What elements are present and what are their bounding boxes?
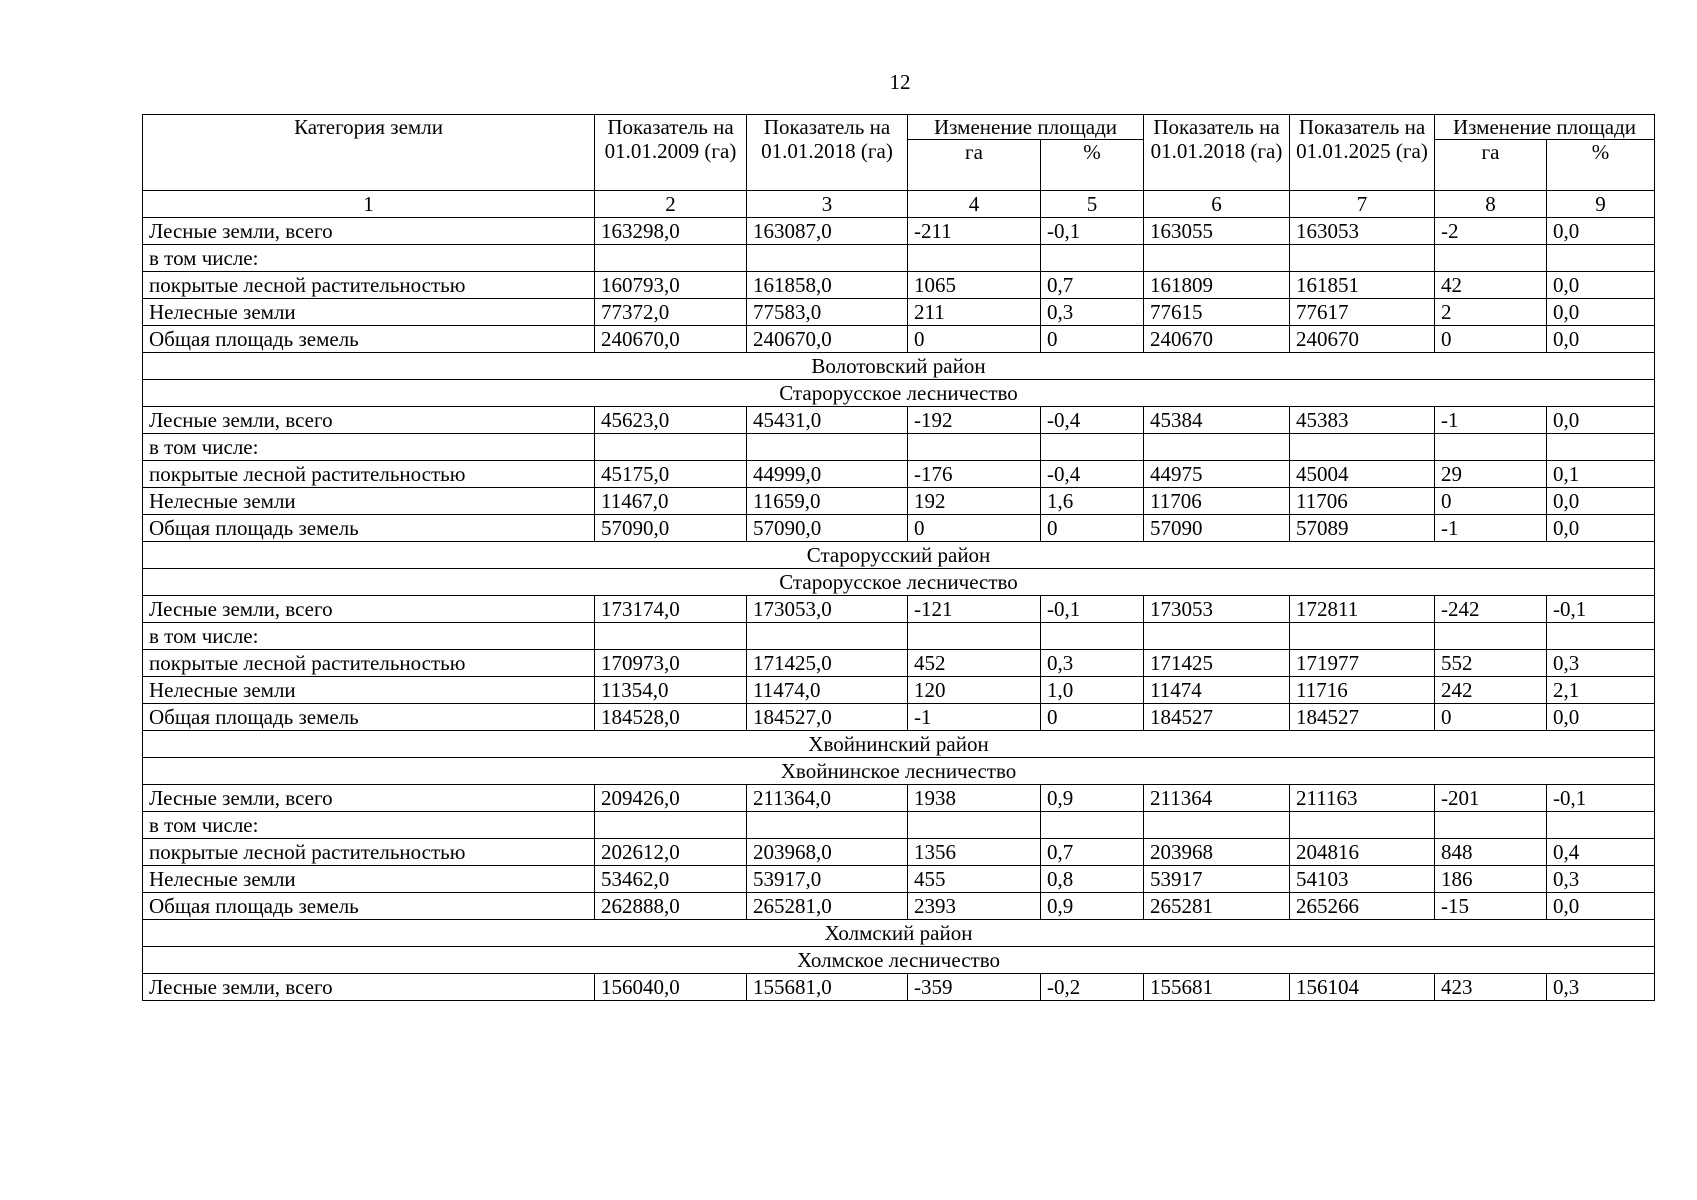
table-row <box>143 218 1655 245</box>
section-row <box>143 380 1655 407</box>
row-value-cell <box>1144 434 1290 461</box>
row-value-cell <box>1435 245 1547 272</box>
row-value-cell: 77583,0 <box>747 299 908 326</box>
row-value-cell: 173053 <box>1144 596 1290 623</box>
row-value-cell: 1356 <box>908 839 1041 866</box>
row-value-cell: 155681,0 <box>747 974 908 1001</box>
row-value-cell: -0,1 <box>1547 785 1655 812</box>
row-value-cell: 171425 <box>1144 650 1290 677</box>
row-value-cell: 0 <box>1435 488 1547 515</box>
row-value-cell: 202612,0 <box>595 839 747 866</box>
row-value-cell: 53917,0 <box>747 866 908 893</box>
section-label: Холмский район <box>143 920 1655 947</box>
row-value-cell: 45623,0 <box>595 407 747 434</box>
row-value-cell <box>1435 623 1547 650</box>
row-value-cell: 0,4 <box>1547 839 1655 866</box>
table-row <box>143 974 1655 1001</box>
row-value-cell: 0,3 <box>1547 650 1655 677</box>
row-value-cell <box>908 434 1041 461</box>
row-value-cell: 240670 <box>1144 326 1290 353</box>
row-category-cell: Общая площадь земель <box>143 326 595 353</box>
row-value-cell: -242 <box>1435 596 1547 623</box>
row-value-cell: 155681 <box>1144 974 1290 1001</box>
row-value-cell: -1 <box>1435 515 1547 542</box>
row-value-cell: 240670 <box>1290 326 1435 353</box>
row-value-cell <box>908 623 1041 650</box>
row-value-cell: 211364 <box>1144 785 1290 812</box>
row-value-cell <box>595 623 747 650</box>
header-indicator-2025: Показатель на 01.01.2025 (га) <box>1290 115 1435 191</box>
row-value-cell: 11706 <box>1290 488 1435 515</box>
column-number: 8 <box>1435 191 1547 218</box>
row-value-cell: 11474,0 <box>747 677 908 704</box>
row-value-cell: 171425,0 <box>747 650 908 677</box>
row-value-cell: 186 <box>1435 866 1547 893</box>
row-category-cell: покрытые лесной растительностью <box>143 839 595 866</box>
row-value-cell: 203968 <box>1144 839 1290 866</box>
row-value-cell: 0,0 <box>1547 272 1655 299</box>
row-value-cell: 0,9 <box>1041 893 1144 920</box>
header-ga: га <box>908 140 1041 191</box>
row-value-cell: 45383 <box>1290 407 1435 434</box>
section-label: Старорусское лесничество <box>143 569 1655 596</box>
row-value-cell: 211364,0 <box>747 785 908 812</box>
header-indicator-2018: Показатель на 01.01.2018 (га) <box>747 115 908 191</box>
row-value-cell: 265266 <box>1290 893 1435 920</box>
row-value-cell: 211163 <box>1290 785 1435 812</box>
page-number: 12 <box>889 70 911 94</box>
header-ga-b: га <box>1435 140 1547 191</box>
row-value-cell: 1,6 <box>1041 488 1144 515</box>
row-value-cell: -0,4 <box>1041 461 1144 488</box>
row-value-cell: 0,7 <box>1041 272 1144 299</box>
row-value-cell: 192 <box>908 488 1041 515</box>
row-value-cell: 11706 <box>1144 488 1290 515</box>
row-value-cell: 77617 <box>1290 299 1435 326</box>
table-row <box>143 299 1655 326</box>
row-value-cell: 45175,0 <box>595 461 747 488</box>
row-value-cell: 0,3 <box>1041 650 1144 677</box>
row-category-cell: Общая площадь земель <box>143 515 595 542</box>
row-value-cell: 77372,0 <box>595 299 747 326</box>
row-value-cell: 0,0 <box>1547 218 1655 245</box>
row-category-cell: Лесные земли, всего <box>143 407 595 434</box>
section-label: Волотовский район <box>143 353 1655 380</box>
table-row <box>143 785 1655 812</box>
row-value-cell: 423 <box>1435 974 1547 1001</box>
row-value-cell: 0,3 <box>1547 974 1655 1001</box>
row-value-cell: 0,0 <box>1547 407 1655 434</box>
row-value-cell: 57090 <box>1144 515 1290 542</box>
row-value-cell: 0 <box>1041 704 1144 731</box>
row-value-cell: 0,0 <box>1547 704 1655 731</box>
row-value-cell: -1 <box>1435 407 1547 434</box>
row-category-cell: Общая площадь земель <box>143 893 595 920</box>
header-category: Категория земли <box>143 115 595 191</box>
row-value-cell <box>1144 623 1290 650</box>
table-row <box>143 245 1655 272</box>
column-number: 9 <box>1547 191 1655 218</box>
table-row <box>143 461 1655 488</box>
row-value-cell: 184527 <box>1290 704 1435 731</box>
row-value-cell <box>1290 812 1435 839</box>
row-value-cell <box>1144 245 1290 272</box>
row-value-cell <box>1547 434 1655 461</box>
row-value-cell: 242 <box>1435 677 1547 704</box>
table-row <box>143 677 1655 704</box>
row-value-cell: -192 <box>908 407 1041 434</box>
row-value-cell: 0,7 <box>1041 839 1144 866</box>
header-percent: % <box>1041 140 1144 191</box>
row-value-cell <box>1041 812 1144 839</box>
row-value-cell: 11474 <box>1144 677 1290 704</box>
row-value-cell: 184527 <box>1144 704 1290 731</box>
row-value-cell: -0,1 <box>1041 218 1144 245</box>
table-row <box>143 515 1655 542</box>
section-row <box>143 569 1655 596</box>
row-value-cell <box>1547 623 1655 650</box>
section-label: Старорусский район <box>143 542 1655 569</box>
row-value-cell <box>747 623 908 650</box>
row-value-cell: 163053 <box>1290 218 1435 245</box>
row-value-cell: 0,0 <box>1547 893 1655 920</box>
row-value-cell: 211 <box>908 299 1041 326</box>
row-value-cell: 171977 <box>1290 650 1435 677</box>
row-value-cell: 172811 <box>1290 596 1435 623</box>
table-row <box>143 893 1655 920</box>
row-value-cell: 161809 <box>1144 272 1290 299</box>
row-category-cell: в том числе: <box>143 245 595 272</box>
row-value-cell: 57090,0 <box>747 515 908 542</box>
row-value-cell: 0,0 <box>1547 488 1655 515</box>
row-value-cell: 173053,0 <box>747 596 908 623</box>
header-area-change: Изменение площади <box>908 115 1144 140</box>
section-row <box>143 758 1655 785</box>
row-value-cell <box>908 245 1041 272</box>
section-row <box>143 920 1655 947</box>
row-value-cell <box>1435 434 1547 461</box>
row-value-cell: 240670,0 <box>595 326 747 353</box>
row-value-cell <box>1547 812 1655 839</box>
row-value-cell: -2 <box>1435 218 1547 245</box>
row-value-cell: 160793,0 <box>595 272 747 299</box>
row-value-cell: 44975 <box>1144 461 1290 488</box>
header-area-change-b: Изменение площади <box>1435 115 1655 140</box>
row-category-cell: Нелесные земли <box>143 299 595 326</box>
row-value-cell: 0,1 <box>1547 461 1655 488</box>
table-row <box>143 623 1655 650</box>
row-value-cell: 184528,0 <box>595 704 747 731</box>
row-value-cell: 57090,0 <box>595 515 747 542</box>
row-value-cell: 455 <box>908 866 1041 893</box>
row-value-cell: 11354,0 <box>595 677 747 704</box>
section-row <box>143 353 1655 380</box>
row-value-cell: 53462,0 <box>595 866 747 893</box>
table-row <box>143 812 1655 839</box>
row-value-cell <box>595 434 747 461</box>
row-category-cell: в том числе: <box>143 623 595 650</box>
row-value-cell: 265281,0 <box>747 893 908 920</box>
row-category-cell: в том числе: <box>143 434 595 461</box>
row-value-cell: 0,3 <box>1547 866 1655 893</box>
table-row <box>143 326 1655 353</box>
row-value-cell: -15 <box>1435 893 1547 920</box>
row-value-cell: 45431,0 <box>747 407 908 434</box>
row-value-cell: 0,0 <box>1547 326 1655 353</box>
row-value-cell: 1938 <box>908 785 1041 812</box>
row-value-cell <box>1290 434 1435 461</box>
row-value-cell: -0,2 <box>1041 974 1144 1001</box>
row-value-cell: 11716 <box>1290 677 1435 704</box>
column-number: 5 <box>1041 191 1144 218</box>
row-category-cell: Лесные земли, всего <box>143 785 595 812</box>
row-value-cell: -1 <box>908 704 1041 731</box>
column-number: 3 <box>747 191 908 218</box>
row-value-cell: 120 <box>908 677 1041 704</box>
section-row <box>143 731 1655 758</box>
row-value-cell: 170973,0 <box>595 650 747 677</box>
row-value-cell: -121 <box>908 596 1041 623</box>
row-value-cell: 57089 <box>1290 515 1435 542</box>
row-value-cell: 44999,0 <box>747 461 908 488</box>
row-category-cell: покрытые лесной растительностью <box>143 461 595 488</box>
row-value-cell: 42 <box>1435 272 1547 299</box>
row-value-cell: -0,1 <box>1041 596 1144 623</box>
row-category-cell: в том числе: <box>143 812 595 839</box>
row-value-cell <box>747 434 908 461</box>
row-value-cell: 156040,0 <box>595 974 747 1001</box>
column-number: 2 <box>595 191 747 218</box>
row-value-cell: -211 <box>908 218 1041 245</box>
row-value-cell: 204816 <box>1290 839 1435 866</box>
row-value-cell: 0,0 <box>1547 515 1655 542</box>
row-value-cell: 0 <box>908 326 1041 353</box>
row-value-cell: 452 <box>908 650 1041 677</box>
row-value-cell: 2393 <box>908 893 1041 920</box>
section-label: Хвойнинское лесничество <box>143 758 1655 785</box>
row-value-cell: 0 <box>1435 704 1547 731</box>
row-value-cell: 2 <box>1435 299 1547 326</box>
section-label: Хвойнинский район <box>143 731 1655 758</box>
section-label: Холмское лесничество <box>143 947 1655 974</box>
row-value-cell: 0,9 <box>1041 785 1144 812</box>
section-label: Старорусское лесничество <box>143 380 1655 407</box>
header-indicator-2018-b: Показатель на 01.01.2018 (га) <box>1144 115 1290 191</box>
row-value-cell: -176 <box>908 461 1041 488</box>
row-value-cell: 1065 <box>908 272 1041 299</box>
row-value-cell: 0,0 <box>1547 299 1655 326</box>
section-row <box>143 947 1655 974</box>
row-category-cell: Нелесные земли <box>143 677 595 704</box>
row-value-cell <box>1144 812 1290 839</box>
row-value-cell: 45384 <box>1144 407 1290 434</box>
row-value-cell: 161851 <box>1290 272 1435 299</box>
row-value-cell: 848 <box>1435 839 1547 866</box>
row-value-cell: -0,4 <box>1041 407 1144 434</box>
table-header <box>143 115 1655 191</box>
row-value-cell: 262888,0 <box>595 893 747 920</box>
row-value-cell <box>595 812 747 839</box>
row-value-cell: 53917 <box>1144 866 1290 893</box>
row-value-cell: 11467,0 <box>595 488 747 515</box>
row-category-cell: Лесные земли, всего <box>143 218 595 245</box>
table-body <box>143 191 1655 1001</box>
row-value-cell: 0 <box>1041 515 1144 542</box>
row-value-cell: 0,8 <box>1041 866 1144 893</box>
row-value-cell: 161858,0 <box>747 272 908 299</box>
row-value-cell <box>1041 245 1144 272</box>
table-row <box>143 434 1655 461</box>
column-number: 1 <box>143 191 595 218</box>
row-value-cell: 156104 <box>1290 974 1435 1001</box>
row-value-cell: 184527,0 <box>747 704 908 731</box>
section-row <box>143 542 1655 569</box>
row-value-cell <box>1290 623 1435 650</box>
row-value-cell: 163055 <box>1144 218 1290 245</box>
row-value-cell: 240670,0 <box>747 326 908 353</box>
row-value-cell: 2,1 <box>1547 677 1655 704</box>
row-category-cell: Нелесные земли <box>143 866 595 893</box>
row-value-cell: 0,3 <box>1041 299 1144 326</box>
row-category-cell: покрытые лесной растительностью <box>143 272 595 299</box>
row-value-cell: 163298,0 <box>595 218 747 245</box>
row-value-cell: -0,1 <box>1547 596 1655 623</box>
row-category-cell: Нелесные земли <box>143 488 595 515</box>
column-number: 6 <box>1144 191 1290 218</box>
row-value-cell: 0 <box>1435 326 1547 353</box>
table-row <box>143 839 1655 866</box>
row-value-cell: 77615 <box>1144 299 1290 326</box>
column-number: 7 <box>1290 191 1435 218</box>
row-value-cell: 203968,0 <box>747 839 908 866</box>
row-value-cell: 552 <box>1435 650 1547 677</box>
header-percent-b: % <box>1547 140 1655 191</box>
row-value-cell: 45004 <box>1290 461 1435 488</box>
row-category-cell: покрытые лесной растительностью <box>143 650 595 677</box>
row-value-cell: -201 <box>1435 785 1547 812</box>
row-value-cell: 0 <box>1041 326 1144 353</box>
row-value-cell: 265281 <box>1144 893 1290 920</box>
table-row <box>143 596 1655 623</box>
table-row <box>143 866 1655 893</box>
row-value-cell <box>1435 812 1547 839</box>
table-row <box>143 407 1655 434</box>
row-value-cell <box>595 245 747 272</box>
table-row <box>143 704 1655 731</box>
row-value-cell <box>747 245 908 272</box>
row-value-cell <box>908 812 1041 839</box>
row-value-cell: 29 <box>1435 461 1547 488</box>
row-value-cell: -359 <box>908 974 1041 1001</box>
row-value-cell <box>747 812 908 839</box>
row-value-cell: 209426,0 <box>595 785 747 812</box>
column-number: 4 <box>908 191 1041 218</box>
row-value-cell: 0 <box>908 515 1041 542</box>
table-row <box>143 488 1655 515</box>
row-category-cell: Лесные земли, всего <box>143 596 595 623</box>
row-value-cell: 1,0 <box>1041 677 1144 704</box>
row-value-cell: 54103 <box>1290 866 1435 893</box>
row-value-cell: 173174,0 <box>595 596 747 623</box>
row-value-cell <box>1290 245 1435 272</box>
row-value-cell <box>1547 245 1655 272</box>
column-numbers-row <box>143 191 1655 218</box>
row-value-cell <box>1041 623 1144 650</box>
row-category-cell: Общая площадь земель <box>143 704 595 731</box>
row-value-cell: 163087,0 <box>747 218 908 245</box>
table-row <box>143 272 1655 299</box>
land-category-table <box>142 114 1655 1001</box>
row-category-cell: Лесные земли, всего <box>143 974 595 1001</box>
row-value-cell: 11659,0 <box>747 488 908 515</box>
row-value-cell <box>1041 434 1144 461</box>
table-row <box>143 650 1655 677</box>
header-indicator-2009: Показатель на 01.01.2009 (га) <box>595 115 747 191</box>
